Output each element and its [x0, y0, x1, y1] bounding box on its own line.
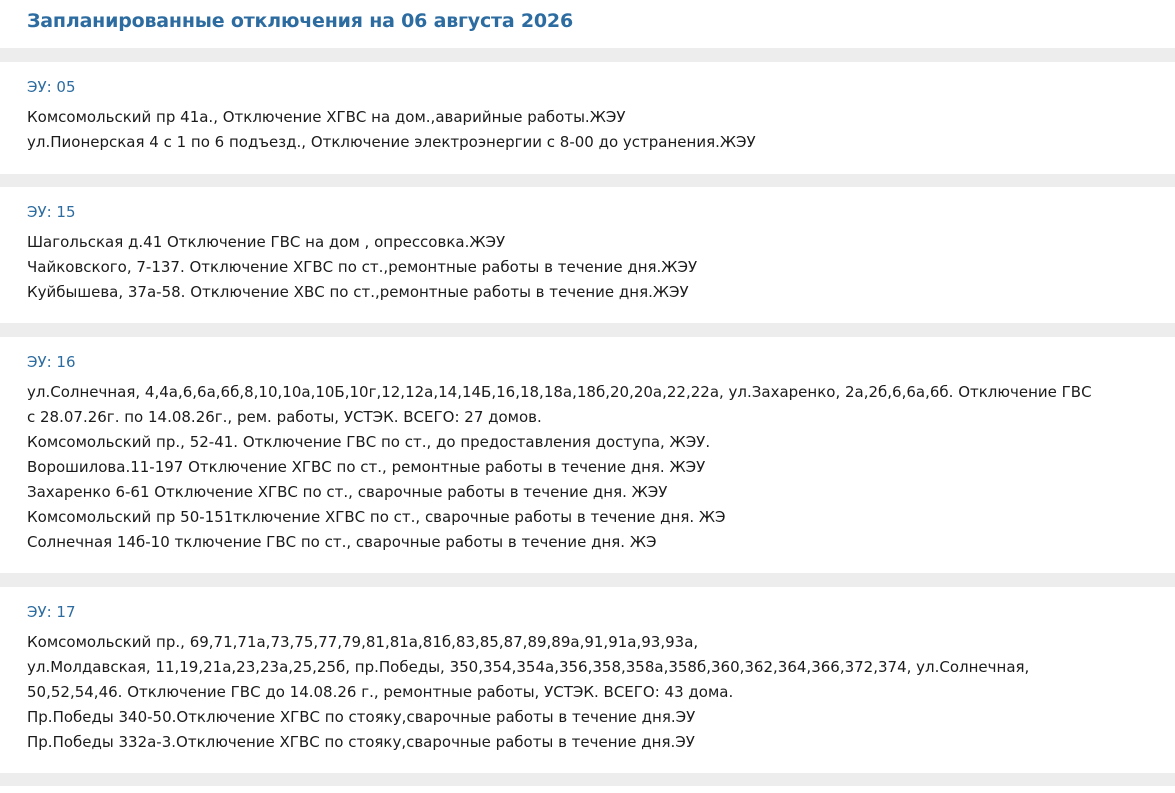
outage-line: Комсомольский пр., 52-41. Отключение ГВС по ст., до предоставления доступа, ЖЭУ. — [27, 433, 711, 451]
group-label: ЭУ: 17 — [27, 603, 76, 621]
page-header — [0, 0, 1175, 48]
outage-line: Пр.Победы 340-50.Отключение ХГВС по стояку,сварочные работы в течение дня.ЭУ — [27, 708, 696, 726]
outage-line: Ворошилова.11-197 Отключение ХГВС по ст., ремонтные работы в течение дня. ЖЭУ — [27, 458, 706, 476]
outage-line: 50,52,54,46. Отключение ГВС до 14.08.26 г., ремонтные работы, УСТЭК. ВСЕГО: 43 дома. — [27, 683, 734, 701]
outage-line: ул.Солнечная, 4,4а,6,6а,6б,8,10,10а,10Б,10г,12,12а,14,14Б,16,18,18а,18б,20,20а,22,22а, ул.Захаренко, 2а,2б,6,6а,6б. Отключение ГВС — [27, 383, 1092, 401]
group-label: ЭУ: 16 — [27, 353, 76, 371]
outage-line: Пр.Победы 332а-3.Отключение ХГВС по стояку,сварочные работы в течение дня.ЭУ — [27, 733, 695, 751]
outage-group-eu-16 — [0, 337, 1175, 573]
group-lines — [27, 105, 1157, 155]
outage-group-eu-17 — [0, 587, 1175, 773]
outage-line: Куйбышева, 37а-58. Отключение ХВС по ст.,ремонтные работы в течение дня.ЖЭУ — [27, 283, 689, 301]
group-lines — [27, 380, 1157, 555]
outage-line: Комсомольский пр., 69,71,71а,73,75,77,79,81,81а,81б,83,85,87,89,89а,91,91а,93,93а, — [27, 633, 699, 651]
outage-group-next — [0, 786, 1175, 793]
group-lines — [27, 230, 1157, 305]
group-lines — [27, 630, 1157, 755]
outage-line: Шагольская д.41 Отключение ГВС на дом , опрессовка.ЖЭУ — [27, 233, 506, 251]
outage-line: Чайковского, 7-137. Отключение ХГВС по ст.,ремонтные работы в течение дня.ЖЭУ — [27, 258, 698, 276]
group-label: ЭУ: 15 — [27, 203, 76, 221]
outage-group-eu-15 — [0, 187, 1175, 323]
outage-line: ул.Пионерская 4 с 1 по 6 подъезд., Отключение электроэнергии с 8-00 до устранения.ЖЭУ — [27, 133, 756, 151]
outage-line: Комсомольский пр 50-151тключение ХГВС по ст., сварочные работы в течение дня. ЖЭ — [27, 508, 726, 526]
outage-line: с 28.07.26г. по 14.08.26г., рем. работы, УСТЭК. ВСЕГО: 27 домов. — [27, 408, 542, 426]
outage-line: Захаренко 6-61 Отключение ХГВС по ст., сварочные работы в течение дня. ЖЭУ — [27, 483, 668, 501]
page-title: Запланированные отключения на 06 августа 2026 — [27, 10, 573, 32]
outage-line: Комсомольский пр 41а., Отключение ХГВС на дом.,аварийные работы.ЖЭУ — [27, 108, 626, 126]
outage-line: Солнечная 14б-10 тключение ГВС по ст., сварочные работы в течение дня. ЖЭ — [27, 533, 657, 551]
outage-line: ул.Молдавская, 11,19,21а,23,23а,25,25б, пр.Победы, 350,354,354а,356,358,358а,358б,360,362,364,366,372,374, ул.Солнечная, — [27, 658, 1030, 676]
outage-group-eu-05 — [0, 62, 1175, 174]
group-label: ЭУ: 05 — [27, 78, 76, 96]
